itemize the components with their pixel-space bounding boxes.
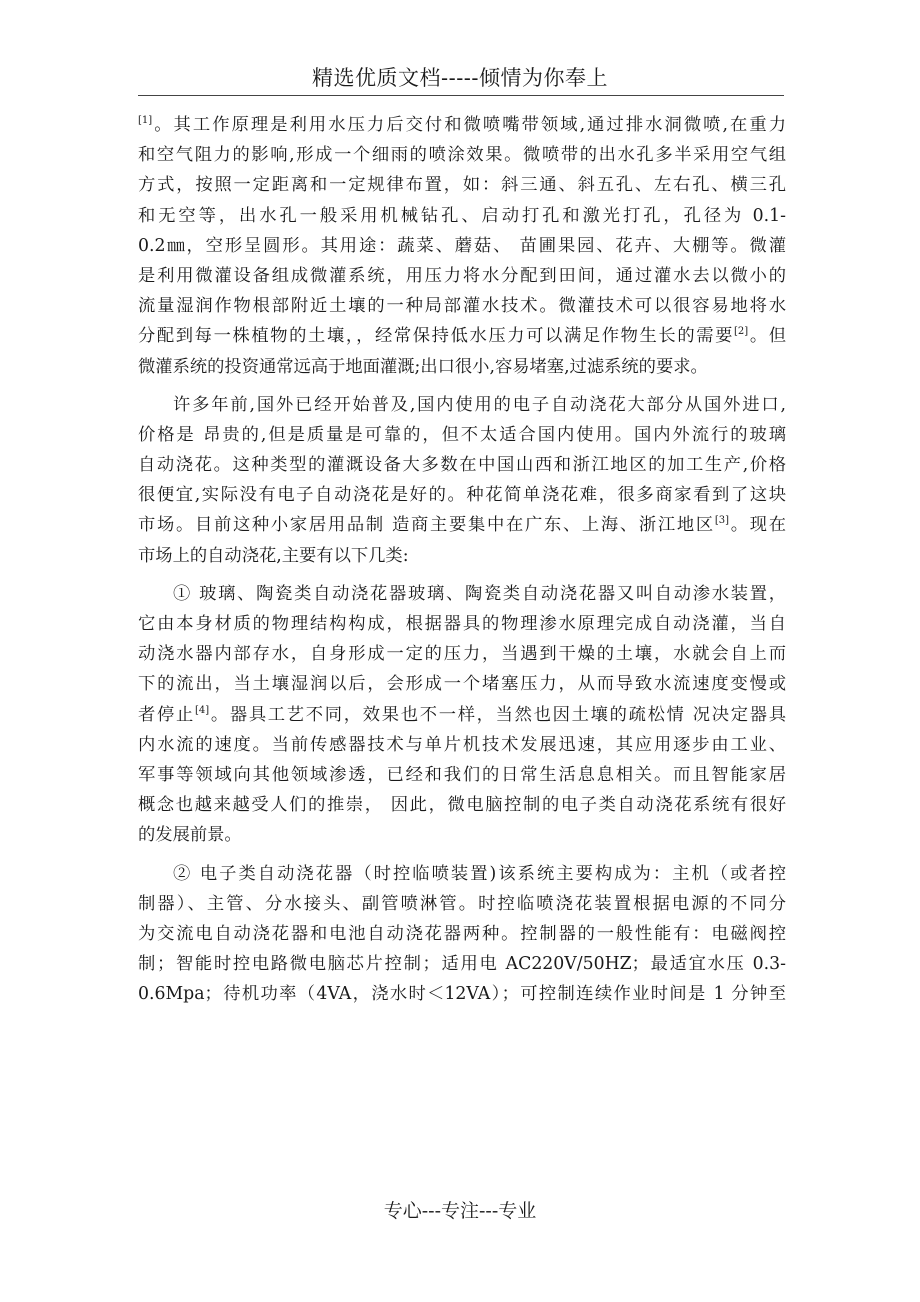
citation: [4] — [194, 704, 210, 716]
citation: [2] — [734, 326, 749, 338]
text-line: 分配到每一株植物的土壤，，经常保持低水压力可以满足作物生长的需要[2]。但 — [138, 326, 786, 347]
text-line: 为交流电自动浇花器和电池自动浇花器两种。控制器的一般性能有：电磁阀控 — [138, 923, 786, 944]
text-line: 制器）、主管、分水接头、副管喷淋管。时控临喷浇花装置根据电源的不同分 — [138, 893, 786, 914]
paragraph-3 — [138, 579, 786, 851]
text-line: 自动浇花。这种类型的灌溉设备大多数在中国山西和浙江地区的加工生产,价格 — [138, 455, 786, 476]
text-line: 方式，按照一定距离和一定规律布置，如：斜三通、斜五孔、左右孔、横三孔 — [138, 175, 786, 196]
text-line: 内水流的速度。当前传感器技术与单片机技术发展迅速，其应用逐步由工业、 — [138, 734, 786, 755]
text-line: 许多年前,国外已经开始普及,国内使用的电子自动浇花大部分从国外进口, — [173, 394, 786, 415]
paragraph-1 — [138, 110, 786, 382]
text-line: 它由本身材质的物理结构构成，根据器具的物理渗水原理完成自动浇灌，当自 — [138, 614, 786, 634]
citation: [1] — [138, 115, 153, 126]
text-line: ② 电子类自动浇花器（时控临喷装置)该系统主要构成为：主机（或者控 — [173, 863, 786, 884]
text-line: 下的流出，当土壤湿润以后，会形成一个堵塞压力，从而导致水流速度变慢或 — [138, 674, 786, 695]
text-line: [1]。其工作原理是利用水压力后交付和微喷嘴带领域,通过排水洞微喷,在重力 — [138, 115, 786, 135]
text-line: 和空气阻力的影响,形成一个细雨的喷涂效果。微喷带的出水孔多半采用空气组 — [138, 145, 786, 166]
text-line: 0.2㎜，空形呈圆形。其用途：蔬菜、蘑菇、 苗圃果园、花卉、大棚等。微灌 — [138, 235, 786, 256]
text-line: 概念也越来越受人们的推崇， 因此，微电脑控制的电子类自动浇花系统有很好 — [138, 795, 786, 816]
paragraph-2 — [138, 390, 786, 571]
text-line: 微灌系统的投资通常远高于地面灌溉;出口很小,容易堵塞,过滤系统的要求。 — [138, 356, 708, 377]
text-line: 0.6Mpa；待机功率（4VA，浇水时＜12VA）；可控制连续作业时间是 1 分钟至 — [138, 984, 786, 1005]
text-line: 的发展前景。 — [138, 825, 242, 846]
text-line: 很便宜,实际没有电子自动浇花是好的。种花简单浇花难，很多商家看到了这块 — [138, 485, 786, 506]
header-rule — [138, 95, 784, 96]
text-line: ① 玻璃、陶瓷类自动浇花器玻璃、陶瓷类自动浇花器又叫自动渗水装置， — [173, 583, 786, 604]
text-line: 军事等领域向其他领域渗透，已经和我们的日常生活息息相关。而且智能家居 — [138, 764, 786, 785]
page-header: 精选优质文档-----倾情为你奉上 — [312, 66, 608, 90]
text-line: 者停止[4]。器具工艺不同，效果也不一样，当然也因土壤的疏松情 况决定器具 — [138, 704, 786, 725]
document-body — [138, 110, 786, 1009]
text-line: 市场上的自动浇花,主要有以下几类: — [138, 545, 409, 566]
paragraph-4 — [138, 859, 786, 1010]
text-line: 价格是 昂贵的,但是质量是可靠的，但不太适合国内使用。国内外流行的玻璃 — [138, 424, 786, 445]
text-line: 是利用微灌设备组成微灌系统，用压力将水分配到田间，通过灌水去以微小的 — [138, 265, 786, 286]
text-line: 和无空等，出水孔一般采用机械钻孔、启动打孔和激光打孔，孔径为 0.1- — [138, 205, 786, 226]
text-line: 动浇水器内部存水，自身形成一定的压力，当遇到干燥的土壤，水就会自上而 — [138, 644, 786, 665]
text-line: 制；智能时控电路微电脑芯片控制；适用电 AC220V/50HZ；最适宜水压 0.3- — [138, 954, 786, 975]
text-line: 流量湿润作物根部附近土壤的一种局部灌水技术。微灌技术可以很容易地将水 — [138, 296, 786, 317]
citation: [3] — [714, 515, 730, 527]
page-footer: 专心---专注---专业 — [383, 1200, 537, 1222]
text-line: 市场。目前这种小家居用品制 造商主要集中在广东、上海、浙江地区[3]。现在 — [138, 515, 786, 536]
